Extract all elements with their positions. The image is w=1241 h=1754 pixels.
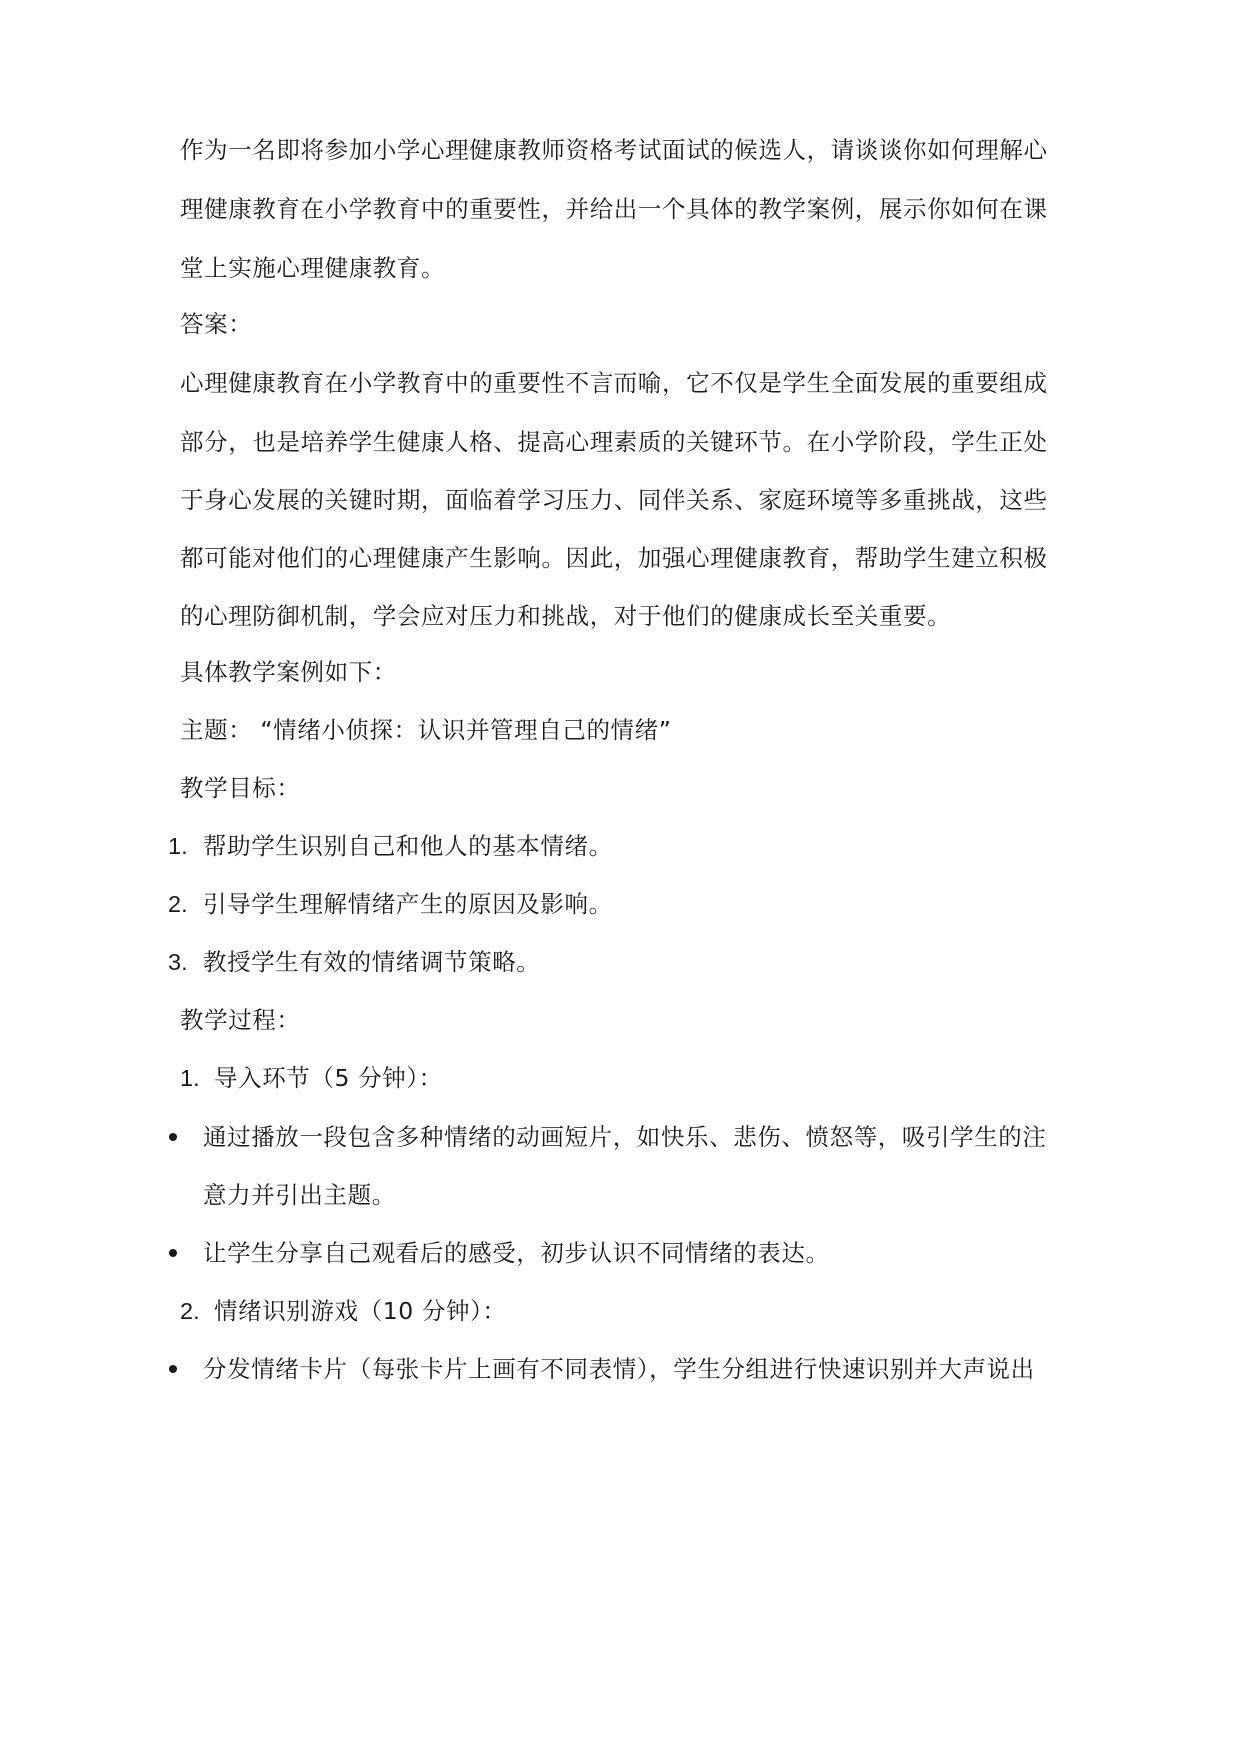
goal-number: 3.	[168, 949, 188, 975]
bullet-icon	[169, 1249, 177, 1257]
answer-line-3: 于身心发展的关键时期，面临着学习压力、同伴关系、家庭环境等多重挑战，这些	[180, 486, 1048, 514]
answer-line-1: 心理健康教育在小学教育中的重要性不言而喻，它不仅是学生全面发展的重要组成	[180, 369, 1048, 397]
case-intro: 具体教学案例如下：	[180, 658, 397, 686]
goal-number: 2.	[168, 891, 188, 917]
goals-label: 教学目标：	[180, 774, 301, 802]
question-line-3: 堂上实施心理健康教育。	[180, 254, 446, 282]
bullet-line: 分发情绪卡片（每张卡片上画有不同表情），学生分组进行快速识别并大声说出	[203, 1355, 1035, 1383]
goal-item-text: 教授学生有效的情绪调节策略。	[203, 948, 541, 976]
question-line-1: 作为一名即将参加小学心理健康教师资格考试面试的候选人，请谈谈你如何理解心	[180, 136, 1048, 164]
goal-item-text: 帮助学生识别自己和他人的基本情绪。	[203, 832, 613, 860]
answer-line-5: 的心理防御机制，学会应对压力和挑战，对于他们的健康成长至关重要。	[180, 602, 952, 630]
answer-line-4: 都可能对他们的心理健康产生影响。因此，加强心理健康教育，帮助学生建立积极	[180, 544, 1048, 572]
bullet-icon	[169, 1365, 177, 1373]
question-line-2: 理健康教育在小学教育中的重要性，并给出一个具体的教学案例，展示你如何在课	[180, 195, 1048, 223]
answer-line-2: 部分，也是培养学生健康人格、提高心理素质的关键环节。在小学阶段，学生正处	[180, 428, 1048, 456]
step-number: 1.	[180, 1065, 200, 1091]
step-number: 2.	[180, 1298, 200, 1324]
bullet-line: 意力并引出主题。	[203, 1181, 396, 1209]
bullet-icon	[169, 1133, 177, 1141]
step-title: 导入环节（5 分钟）：	[214, 1064, 443, 1092]
bullet-line: 通过播放一段包含多种情绪的动画短片，如快乐、悲伤、愤怒等，吸引学生的注	[203, 1123, 1047, 1151]
bullet-line: 让学生分享自己观看后的感受，初步认识不同情绪的表达。	[203, 1239, 830, 1267]
goal-item-text: 引导学生理解情绪产生的原因及影响。	[203, 890, 613, 918]
answer-label: 答案：	[180, 310, 253, 338]
theme: 主题： “情绪小侦探：认识并管理自己的情绪”	[180, 716, 672, 744]
step-title: 情绪识别游戏（10 分钟）：	[214, 1297, 507, 1325]
process-label: 教学过程：	[180, 1006, 301, 1034]
goal-number: 1.	[168, 833, 188, 859]
